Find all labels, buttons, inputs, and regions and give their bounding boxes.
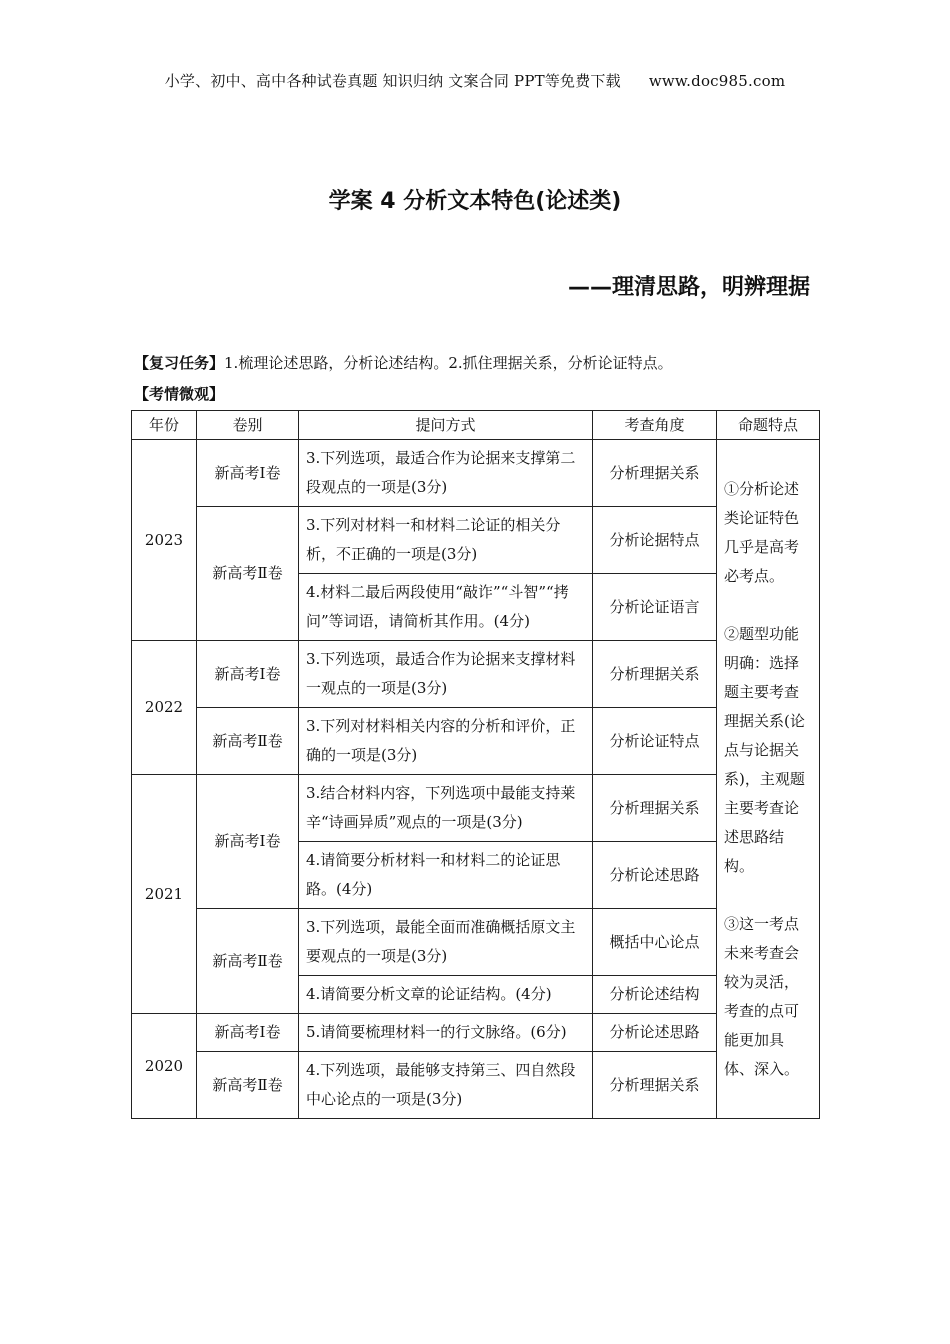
question-cell: 4.请简要分析材料一和材料二的论证思路。(4分) bbox=[299, 842, 593, 909]
paper-cell: 新高考Ⅰ卷 bbox=[197, 775, 299, 909]
paper-cell: 新高考Ⅰ卷 bbox=[197, 641, 299, 708]
table-row bbox=[132, 440, 820, 507]
angle-cell: 分析论据特点 bbox=[593, 507, 717, 574]
review-text: 1.梳理论述思路，分析论述结构。2.抓住理据关系，分析论证特点。 bbox=[224, 354, 673, 372]
paper-cell: 新高考Ⅱ卷 bbox=[197, 909, 299, 1014]
header-feature: 命题特点 bbox=[717, 411, 820, 440]
feature-point: ③这一考点未来考查会较为灵活，考查的点可能更加具体、深入。 bbox=[724, 914, 800, 1078]
question-cell: 4.下列选项，最能够支持第三、四自然段中心论点的一项是(3分) bbox=[299, 1052, 593, 1119]
header-question: 提问方式 bbox=[299, 411, 593, 440]
angle-cell: 分析论证语言 bbox=[593, 574, 717, 641]
exam-survey-heading bbox=[134, 383, 224, 404]
table-row bbox=[132, 1014, 820, 1052]
review-label: 【复习任务】 bbox=[134, 354, 225, 372]
question-cell: 3.下列对材料一和材料二论证的相关分析，不正确的一项是(3分) bbox=[299, 507, 593, 574]
paper-cell: 新高考Ⅰ卷 bbox=[197, 440, 299, 507]
header-angle: 考查角度 bbox=[593, 411, 717, 440]
table-row bbox=[132, 775, 820, 842]
angle-cell: 概括中心论点 bbox=[593, 909, 717, 976]
angle-cell: 分析理据关系 bbox=[593, 440, 717, 507]
paper-cell: 新高考Ⅱ卷 bbox=[197, 1052, 299, 1119]
paper-cell: 新高考Ⅰ卷 bbox=[197, 1014, 299, 1052]
table-row bbox=[132, 909, 820, 976]
page-header bbox=[0, 70, 950, 91]
question-cell: 5.请简要梳理材料一的行文脉络。(6分) bbox=[299, 1014, 593, 1052]
question-cell: 4.请简要分析文章的论证结构。(4分) bbox=[299, 976, 593, 1014]
year-cell: 2022 bbox=[132, 641, 197, 775]
angle-cell: 分析理据关系 bbox=[593, 775, 717, 842]
question-cell: 3.下列选项，最能全面而准确概括原文主要观点的一项是(3分) bbox=[299, 909, 593, 976]
question-cell: 4.材料二最后两段使用“敲诈”“斗智”“拷问”等词语，请简析其作用。(4分) bbox=[299, 574, 593, 641]
question-cell: 3.下列选项，最适合作为论据来支撑材料一观点的一项是(3分) bbox=[299, 641, 593, 708]
header-text: 小学、初中、高中各种试卷真题 知识归纳 文案合同 PPT等免费下载 bbox=[164, 72, 621, 90]
table-row bbox=[132, 641, 820, 708]
feature-point: ②题型功能明确：选择题主要考查理据关系(论点与论据关系)，主观题主要考查论述思路结构。 bbox=[724, 624, 805, 875]
angle-cell: 分析理据关系 bbox=[593, 641, 717, 708]
angle-cell: 分析论述思路 bbox=[593, 1014, 717, 1052]
header-paper: 卷别 bbox=[197, 411, 299, 440]
review-task bbox=[134, 352, 673, 373]
angle-cell: 分析论证特点 bbox=[593, 708, 717, 775]
question-cell: 3.下列选项，最适合作为论据来支撑第二段观点的一项是(3分) bbox=[299, 440, 593, 507]
header-site: www.doc985.com bbox=[648, 72, 786, 90]
page-title: 学案 4 分析文本特色(论述类) bbox=[328, 189, 622, 214]
angle-cell: 分析论述思路 bbox=[593, 842, 717, 909]
page-subtitle: ——理清思路，明辨理据 bbox=[567, 275, 810, 300]
angle-cell: 分析理据关系 bbox=[593, 1052, 717, 1119]
question-cell: 3.结合材料内容，下列选项中最能支持莱辛“诗画异质”观点的一项是(3分) bbox=[299, 775, 593, 842]
exam-table bbox=[131, 410, 820, 1119]
year-cell: 2021 bbox=[132, 775, 197, 1014]
header-year: 年份 bbox=[132, 411, 197, 440]
year-cell: 2023 bbox=[132, 440, 197, 641]
angle-cell: 分析论述结构 bbox=[593, 976, 717, 1014]
table-row bbox=[132, 1052, 820, 1119]
feature-cell bbox=[717, 440, 820, 1119]
table-row bbox=[132, 708, 820, 775]
paper-cell: 新高考Ⅱ卷 bbox=[197, 708, 299, 775]
feature-point: ①分析论述类论证特色几乎是高考必考点。 bbox=[724, 479, 800, 585]
paper-cell: 新高考Ⅱ卷 bbox=[197, 507, 299, 641]
table-header-row bbox=[132, 411, 820, 440]
question-cell: 3.下列对材料相关内容的分析和评价，正确的一项是(3分) bbox=[299, 708, 593, 775]
year-cell: 2020 bbox=[132, 1014, 197, 1119]
table-row bbox=[132, 507, 820, 574]
survey-label: 【考情微观】 bbox=[134, 385, 225, 403]
